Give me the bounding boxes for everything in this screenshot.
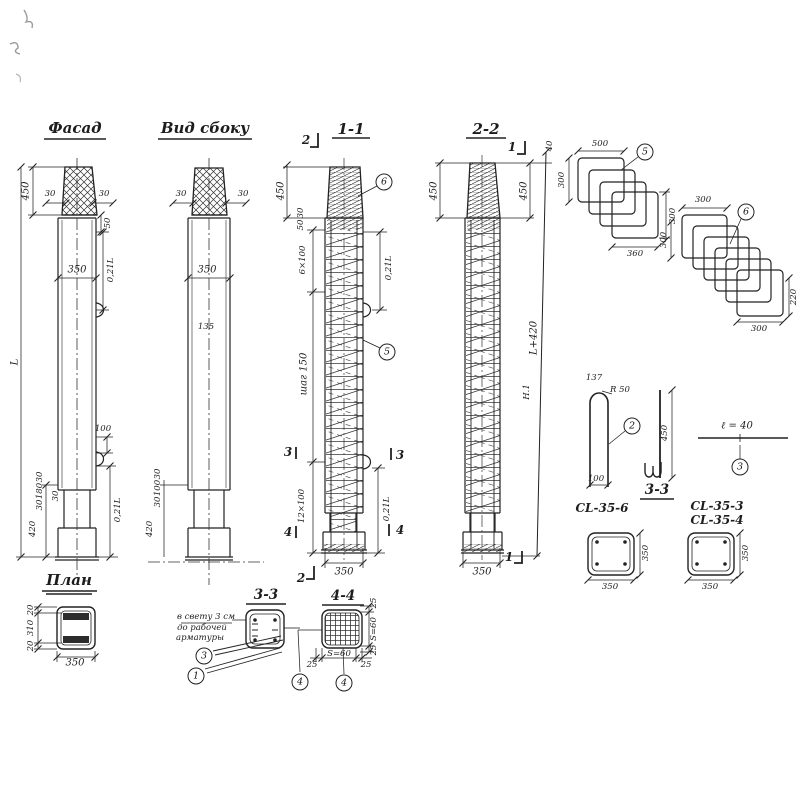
dim-side-30-right: 30 — [237, 189, 249, 199]
dim-facade-100: 100 — [94, 424, 112, 434]
dim-s22-mark-h1: Н.1 — [522, 384, 532, 400]
dim-mesh5-bottom: 360 — [626, 249, 644, 259]
cut-marker-4-left: 4 — [283, 525, 293, 539]
dim-mesh6-right: 220 — [789, 288, 799, 306]
dim-plan-350: 350 — [65, 657, 85, 669]
dim-facade-30a: 30 — [35, 471, 45, 483]
section-1-1-title: 1-1 — [337, 120, 365, 138]
dim-s22-40: 40 — [545, 140, 555, 152]
section-3-3-title: 3-3 — [253, 587, 279, 603]
dim-mesh6-top: 300 — [694, 195, 712, 205]
dim-s22-450-right: 450 — [518, 181, 530, 201]
dim-xsl-350-right: 350 — [641, 544, 651, 562]
dim-mesh6-bottom: 300 — [750, 324, 768, 334]
cut-marker-3-right: 3 — [395, 448, 405, 462]
dim-s44-25-bottom-right: 25 — [369, 644, 379, 656]
dim-s22-350: 350 — [472, 566, 492, 578]
dim-side-350: 350 — [197, 264, 217, 276]
dim-xsl-350-bottom: 350 — [601, 582, 619, 592]
side-view-title: Вид сбоку — [160, 119, 250, 137]
dim-facade-30b: 30 — [35, 499, 45, 511]
dim-facade-L: L — [9, 358, 21, 366]
cut-marker-4-right: 4 — [395, 523, 405, 537]
dim-s11-021l-top: 0,21L — [384, 255, 394, 281]
note-clear-cover-line2: до рабочей — [177, 623, 227, 633]
dim-s22-450-left: 450 — [428, 181, 440, 201]
dim-plan-20-top: 20 — [26, 604, 36, 616]
plan-title: План — [46, 571, 92, 589]
note-clear-cover-line1: в свету 3 см — [177, 612, 235, 622]
dim-s11-021l-bottom: 0,21L — [382, 496, 392, 522]
dim-side-30a: 30 — [153, 468, 163, 480]
mark-cl-35-3: CL-35-3 — [690, 499, 744, 513]
dim-facade-420: 420 — [28, 520, 38, 538]
dim-mesh5-right: 300 — [668, 207, 678, 225]
callout-balloon-1: 1 — [188, 668, 205, 685]
callout-balloon-5: 5 — [379, 344, 396, 361]
dim-facade-021l-top: 0,21L — [106, 257, 116, 283]
callout-balloon-4b: 4 — [336, 675, 353, 692]
dim-facade-450: 450 — [20, 181, 32, 201]
dim-facade-350: 350 — [67, 264, 87, 276]
dim-bar33-450: 450 — [660, 424, 670, 442]
dim-s22-l-plus-420: L+420 — [528, 320, 540, 356]
cut-marker-1-bottom: 1 — [504, 550, 514, 564]
dim-plan-20-bottom: 20 — [26, 640, 36, 652]
dim-facade-180: 180 — [35, 482, 45, 500]
dim-s44-s60-bottom: S=60 — [327, 649, 351, 659]
dim-item2-100: 100 — [587, 474, 605, 484]
dim-s11-6x100: 6×100 — [298, 245, 308, 275]
mark-cl-35-4: CL-35-4 — [690, 513, 744, 527]
dim-facade-30-left: 30 — [44, 189, 56, 199]
mark-cl-35-6: CL-35-6 — [575, 501, 629, 515]
facade-title: Фасад — [48, 119, 102, 137]
dim-facade-30c: 30 — [51, 490, 61, 502]
note-clear-cover-line3: арматуры — [176, 633, 224, 643]
dim-side-100: 100 — [153, 479, 163, 497]
dim-side-420: 420 — [145, 520, 155, 538]
dim-facade-50: 50 — [103, 217, 113, 229]
dim-side-135: 135 — [197, 322, 215, 332]
dim-s11-step-150: шаг 150 — [298, 352, 310, 396]
callout-balloon-3-item: 3 — [732, 459, 749, 476]
cut-marker-3-left: 3 — [283, 445, 293, 459]
dim-item2-r50: R 50 — [610, 385, 630, 395]
dim-side-30-left: 30 — [175, 189, 187, 199]
dim-xsr-350-bottom: 350 — [701, 582, 719, 592]
dim-s44-25-top-right: 25 — [369, 597, 379, 609]
dim-facade-021l-bottom: 0,21L — [113, 497, 123, 523]
dim-s11-350: 350 — [334, 566, 354, 578]
callout-balloon-mesh5: 5 — [637, 144, 654, 161]
dim-item3-l40: ℓ = 40 — [721, 420, 753, 432]
dim-side-30b: 30 — [153, 496, 163, 508]
dim-s11-30: 30 — [296, 207, 306, 219]
callout-balloon-6: 6 — [376, 174, 393, 191]
callout-balloon-4a: 4 — [292, 674, 309, 691]
dim-xsr-350-right: 350 — [741, 544, 751, 562]
cut-marker-2-top: 2 — [301, 133, 311, 147]
callout-balloon-3: 3 — [196, 648, 213, 665]
callout-balloon-mesh6: 6 — [738, 204, 755, 221]
cut-marker-1-top: 1 — [507, 140, 517, 154]
bar-3-3-title: 3-3 — [644, 482, 670, 498]
dim-mesh6-left: 300 — [659, 231, 669, 249]
dim-s44-s60-right: S=60 — [369, 617, 379, 641]
dim-s11-50: 50 — [296, 219, 306, 231]
dim-s44-25-bottom: 25 — [360, 660, 372, 670]
dim-item2-137: 137 — [585, 373, 603, 383]
dim-plan-310: 310 — [26, 619, 36, 637]
dim-mesh5-top: 500 — [591, 139, 609, 149]
section-2-2-title: 2-2 — [472, 120, 500, 138]
section-4-4-title: 4-4 — [330, 588, 356, 604]
dim-s11-450: 450 — [275, 181, 287, 201]
callout-balloon-2: 2 — [624, 418, 641, 435]
dim-s44-25-bottom-left: 25 — [306, 660, 318, 670]
cut-marker-2-bottom: 2 — [296, 571, 306, 585]
dim-mesh5-left: 300 — [557, 171, 567, 189]
dim-facade-30-right: 30 — [98, 189, 110, 199]
dim-s11-12x100: 12×100 — [297, 488, 307, 524]
